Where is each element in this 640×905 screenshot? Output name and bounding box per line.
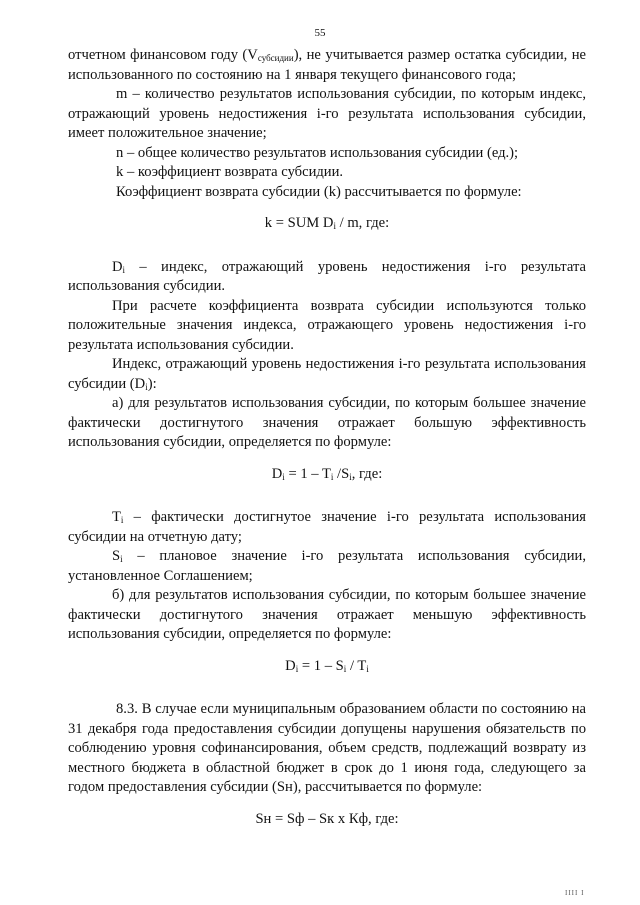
paragraph: n – общее количество результатов использования субсидии (ед.); (116, 144, 519, 161)
document-body (68, 46, 586, 829)
paragraph: Коэффициент возврата субсидии (k) рассчитывается по формуле: (116, 183, 522, 200)
paragraph: а) для результатов использования субсидии, по которым большее значение фактически достигнутого значения отражает большую эффективность использования субсидии, определяется по формуле: (68, 395, 586, 450)
paragraph: $S_i$ – плановое значение i-го результата использования субсидии, установленное Соглашением; (68, 548, 586, 584)
bottom-mark: ІІІІ І (565, 889, 585, 897)
paragraph: Индекс, отражающий уровень недостижения i-го результата использования субсидии $(D_i)$: (68, 356, 586, 392)
formula-di-a: $D_i = 1 - T_i$ $/S_i$, где: (271, 465, 383, 482)
page-number: 55 (314, 27, 326, 39)
paragraph: m – количество результатов использования субсидии, по которым индекс, отражающий уровень недостижения i-го результата использования субсидии, имеет положительное значение; (68, 86, 586, 141)
formula-di-b: $D_i = 1 - S_i / T_i$ (285, 657, 369, 674)
formula-sn: Sн = Sф – Sк х Кф, где: (255, 810, 399, 827)
paragraph: При расчете коэффициента возврата субсидии используются только положительные значения индекса, отражающего уровень недостижения i-го результата использования субсидии. (68, 297, 586, 353)
paragraph: $D_i$ – индекс, отражающий уровень недостижения i-го результата использования субсидии. (68, 258, 586, 294)
formula-k: k = SUM $D_i$ / m, где: (264, 215, 390, 231)
paragraph: отчетном финансовом году $(V_{субсидии})$, не учитывается размер остатка субсидии, не использованного по состоянию на 1 января текущего финансового года; (68, 47, 586, 83)
paragraph: k – коэффициент возврата субсидии. (116, 164, 344, 180)
paragraph: б) для результатов использования субсидии, по которым большее значение фактически достигнутого значения отражает меньшую эффективность использования субсидии, определяется по формуле: (68, 587, 586, 642)
section-8-3: 8.3. В случае если муниципальным образованием области по состоянию на 31 декабря года предоставления субсидии допущены нарушения обязательств по соблюдению уровня софинансирования, объем средств, подлежащий возврату из местного бюджета в областной бюджет в срок до 1 июня года, следующего за годом предоставления субсидии (Sн), рассчитывается по формуле: (68, 701, 586, 795)
paragraph: $T_i$ – фактически достигнутое значение i-го результата использования субсидии на отчетную дату; (68, 509, 586, 545)
